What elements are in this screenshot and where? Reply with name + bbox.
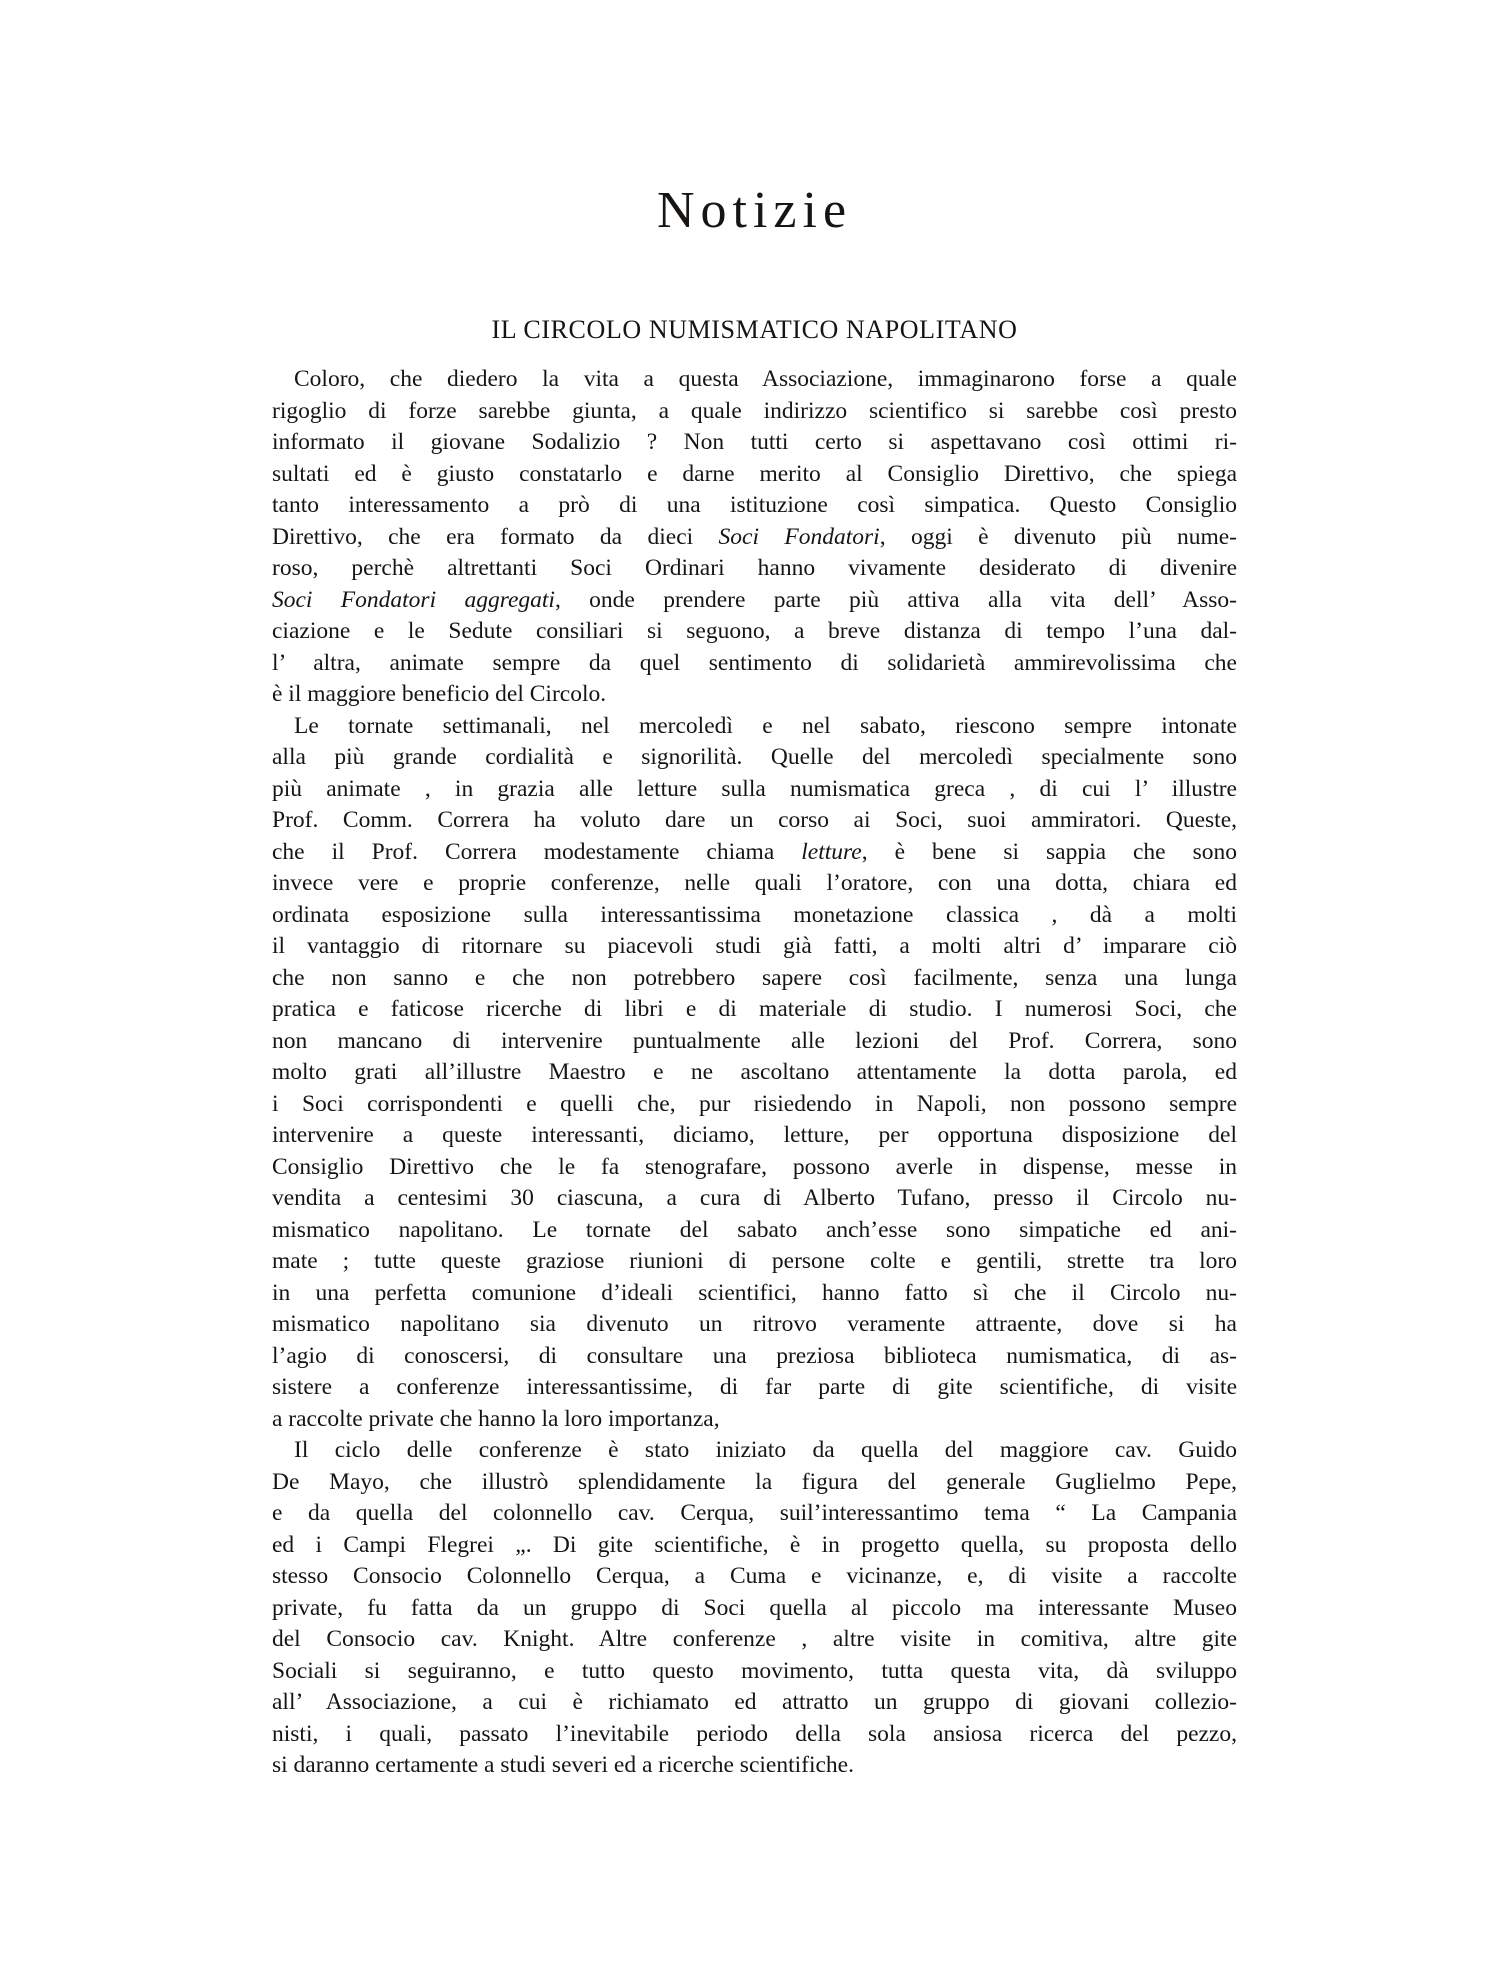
text-line: ciazione e le Sedute consiliari si seguono, a breve distanza di tempo l’una dal- <box>272 618 1237 644</box>
text-line: private, fu fatta da un gruppo di Soci quella al piccolo ma interessante Museo <box>272 1594 1237 1621</box>
text-line: Soci Fondatori aggregati, onde prendere parte più attiva alla vita dell’ Asso- <box>272 586 1237 613</box>
text-line: più animate , in grazia alle letture sulla numismatica greca , di cui l’ illustre <box>272 775 1237 802</box>
text-line: mismatico napolitano sia divenuto un ritrovo veramente attraente, dove si ha <box>272 1311 1237 1337</box>
text-line: invece vere e proprie conferenze, nelle quali l’oratore, con una dotta, chiara ed <box>272 870 1237 896</box>
text-line: ed i Campi Flegrei „. Di gite scientifiche, è in progetto quella, su proposta dello <box>272 1531 1237 1558</box>
text-line: che non sanno e che non potrebbero sapere così facilmente, senza una lunga <box>272 964 1237 991</box>
text-line: Le tornate settimanali, nel mercoledì e nel sabato, riescono sempre intonate <box>294 712 1237 739</box>
text-line: nisti, i quali, passato l’inevitabile periodo della sola ansiosa ricerca del pezzo, <box>272 1720 1237 1747</box>
text-line: in una perfetta comunione d’ideali scientifici, hanno fatto sì che il Circolo nu- <box>272 1279 1237 1306</box>
text-line: alla più grande cordialità e signorilità. Quelle del mercoledì specialmente sono <box>272 744 1237 770</box>
text-line: si daranno certamente a studi severi ed a ricerche scientifiche. <box>272 1752 854 1778</box>
text-line: tanto interessamento a prò di una istituzione così simpatica. Questo Consiglio <box>272 492 1237 518</box>
text-line: è il maggiore beneficio del Circolo. <box>272 681 607 707</box>
text-line: del Consocio cav. Knight. Altre conferenze , altre visite in comitiva, altre gite <box>272 1626 1237 1652</box>
text-line: vendita a centesimi 30 ciascuna, a cura di Alberto Tufano, presso il Circolo nu- <box>272 1185 1237 1211</box>
text-line: i Soci corrispondenti e quelli che, pur risiedendo in Napoli, non possono sempre <box>272 1090 1237 1117</box>
text-line: molto grati all’illustre Maestro e ne ascoltano attentamente la dotta parola, ed <box>272 1059 1237 1085</box>
text-line: il vantaggio di ritornare su piacevoli studi già fatti, a molti altri d’ imparare ciò <box>272 933 1237 959</box>
paragraph <box>272 711 1237 1436</box>
text-line: Prof. Comm. Correra ha voluto dare un corso ai Soci, suoi ammiratori. Queste, <box>272 807 1237 833</box>
paragraph <box>272 364 1237 711</box>
text-line: sistere a conferenze interessantissime, di far parte di gite scientifiche, di visite <box>272 1374 1237 1400</box>
page-title: Notizie <box>656 182 853 239</box>
text-line: Consiglio Direttivo che le fa stenografare, possono averle in dispense, messe in <box>272 1153 1237 1180</box>
text-line: Coloro, che diedero la vita a questa Associazione, immaginarono forse a quale <box>294 366 1237 392</box>
text-line: che il Prof. Correra modestamente chiama letture, è bene si sappia che sono <box>272 838 1237 865</box>
text-line: a raccolte private che hanno la loro importanza, <box>272 1405 720 1432</box>
text-line: mate ; tutte queste graziose riunioni di persone colte e gentili, strette tra loro <box>272 1248 1237 1274</box>
section-heading: IL CIRCOLO NUMISMATICO NAPOLITANO <box>491 315 1018 344</box>
text-line: l’agio di conoscersi, di consultare una preziosa biblioteca numismatica, di as- <box>272 1342 1237 1369</box>
text-line: stesso Consocio Colonnello Cerqua, a Cuma e vicinanze, e, di visite a raccolte <box>272 1563 1237 1589</box>
text-line: roso, perchè altrettanti Soci Ordinari hanno vivamente desiderato di divenire <box>272 555 1237 581</box>
text-line: informato il giovane Sodalizio ? Non tutti certo si aspettavano così ottimi ri- <box>272 429 1237 455</box>
text-line: intervenire a queste interessanti, diciamo, letture, per opportuna disposizione del <box>272 1122 1237 1148</box>
paragraph <box>272 1435 1237 1782</box>
text-line: ordinata esposizione sulla interessantissima monetazione classica , dà a molti <box>272 901 1237 928</box>
text-line: Il ciclo delle conferenze è stato iniziato da quella del maggiore cav. Guido <box>294 1437 1237 1463</box>
text-line: Sociali si seguiranno, e tutto questo movimento, tutta questa vita, dà sviluppo <box>272 1657 1237 1684</box>
text-line: l’ altra, animate sempre da quel sentimento di solidarietà ammirevolissima che <box>272 649 1237 676</box>
text-line: e da quella del colonnello cav. Cerqua, suil’interessantimo tema “ La Campania <box>272 1500 1237 1526</box>
text-line: all’ Associazione, a cui è richiamato ed attratto un gruppo di giovani collezio- <box>272 1689 1237 1715</box>
text-line: Direttivo, che era formato da dieci Soci Fondatori, oggi è divenuto più nume- <box>272 523 1237 550</box>
text-line: mismatico napolitano. Le tornate del sabato anch’esse sono simpatiche ed ani- <box>272 1216 1237 1243</box>
document-body <box>272 364 1237 1782</box>
text-line: pratica e faticose ricerche di libri e di materiale di studio. I numerosi Soci, che <box>272 996 1237 1022</box>
text-line: sultati ed è giusto constatarlo e darne merito al Consiglio Direttivo, che spiega <box>272 460 1237 487</box>
text-line: non mancano di intervenire puntualmente alle lezioni del Prof. Correra, sono <box>272 1027 1237 1054</box>
text-line: rigoglio di forze sarebbe giunta, a quale indirizzo scientifico si sarebbe così presto <box>272 397 1237 424</box>
text-line: De Mayo, che illustrò splendidamente la figura del generale Guglielmo Pepe, <box>272 1468 1237 1495</box>
